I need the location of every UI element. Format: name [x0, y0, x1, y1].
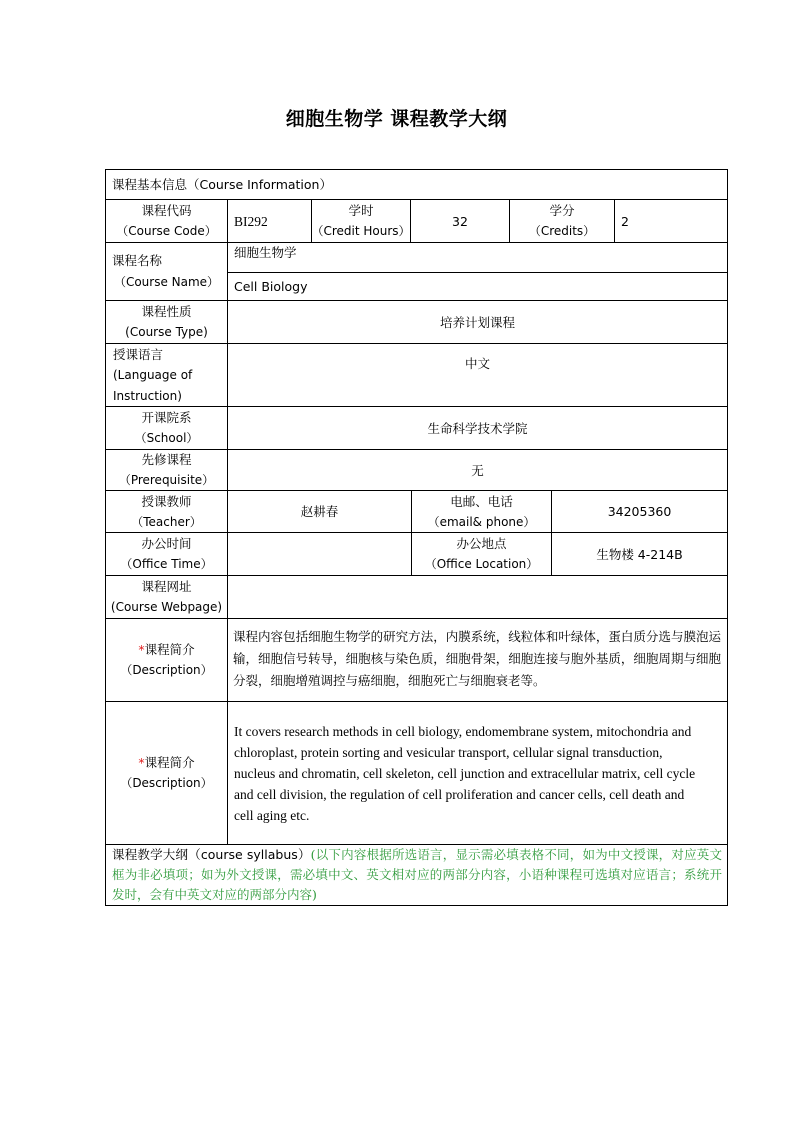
credit-hours-label-en: （Credit Hours）	[311, 224, 411, 238]
course-name-cn	[234, 242, 714, 264]
description-en-line: and cell division, the regulation of cell proliferation and cancer cells, cell death and	[234, 787, 685, 802]
school-value-text: 生命科学技术学院	[427, 420, 528, 436]
course-info-header-text: 课程基本信息（Course Information）	[112, 177, 332, 192]
school-label-en: （School）	[134, 431, 199, 445]
contact-value	[551, 490, 728, 533]
office-location-label-cn: 办公地点	[456, 536, 507, 551]
description-en-label-en: （Description）	[120, 776, 213, 790]
course-type-label-cn: 课程性质	[141, 304, 192, 319]
credits-label-cn: 学分	[549, 203, 575, 218]
teacher-label	[105, 490, 228, 533]
description-en-text	[234, 721, 724, 831]
course-name-label-en: （Course Name）	[113, 275, 220, 289]
webpage-label	[105, 575, 228, 619]
course-code-label-en: （Course Code）	[116, 224, 217, 238]
language-value	[227, 353, 728, 375]
description-en-label	[105, 701, 228, 845]
credit-hours-value	[410, 199, 510, 243]
syllabus-label: 课程教学大纲（course syllabus）	[112, 847, 311, 862]
course-name-label	[105, 242, 228, 301]
teacher-value	[227, 490, 412, 533]
course-name-en-text: Cell Biology	[234, 279, 308, 294]
required-star: *	[138, 755, 145, 770]
description-en-line: nucleus and chromatin, cell skeleton, cell junction and extracellular matrix, cell cycle	[234, 766, 696, 781]
contact-label-en: （email& phone）	[427, 514, 536, 529]
office-location-value	[551, 532, 728, 576]
credit-hours-label-cn: 学时	[348, 203, 374, 218]
language-label-en-1: (Language of	[113, 367, 193, 382]
course-info-header	[105, 169, 728, 200]
course-code-label	[105, 199, 228, 243]
language-value-text: 中文	[464, 356, 490, 371]
description-en-line: cell aging etc.	[234, 808, 310, 823]
description-cn-label-cn: 课程简介	[144, 642, 195, 657]
language-label-en-2: Instruction)	[113, 388, 182, 403]
webpage-value	[227, 575, 728, 619]
office-time-value	[227, 532, 412, 576]
page-title: 细胞生物学 课程教学大纲	[285, 108, 508, 130]
credits-value-text: 2	[621, 213, 629, 229]
course-type-label	[105, 300, 228, 344]
description-en-label-line	[138, 752, 194, 773]
prerequisite-label-en: （Prerequisite）	[118, 473, 215, 487]
description-cn-label	[105, 618, 228, 702]
webpage-label-en: (Course Webpage)	[110, 600, 223, 614]
teacher-label-en: （Teacher）	[131, 514, 202, 529]
course-name-label-cn: 课程名称	[112, 253, 163, 268]
office-time-label-cn: 办公时间	[141, 536, 192, 551]
description-en-label-cn: 课程简介	[144, 755, 195, 770]
description-cn-label-line	[138, 639, 194, 660]
office-location-label-en: （Office Location）	[424, 557, 539, 571]
office-location-value-text: 生物楼 4-214B	[596, 546, 683, 562]
description-en-line: chloroplast, protein sorting and vesicular transport, cellular signal transduction,	[234, 745, 663, 760]
language-label-cn: 授课语言	[113, 346, 164, 362]
prerequisite-value	[227, 449, 728, 491]
contact-label-cn: 电邮、电话	[450, 493, 513, 509]
contact-value-text: 34205360	[607, 504, 672, 519]
credits-value	[614, 199, 728, 243]
description-cn-label-en: （Description）	[120, 663, 213, 677]
language-label	[105, 343, 228, 407]
teacher-value-text: 赵耕春	[300, 504, 339, 519]
course-code-value-text: BI292	[234, 213, 268, 229]
credit-hours-label	[311, 199, 411, 243]
school-label	[105, 406, 228, 450]
course-type-value-text: 培养计划课程	[439, 314, 515, 330]
course-code-value	[227, 199, 312, 243]
school-value	[227, 406, 728, 450]
school-label-cn: 开课院系	[141, 410, 192, 425]
office-time-label-en: （Office Time）	[120, 557, 213, 571]
course-name-en	[227, 272, 707, 301]
office-location-label	[411, 532, 552, 576]
syllabus	[112, 845, 722, 905]
course-type-label-en: (Course Type)	[125, 325, 208, 339]
prerequisite-label	[105, 449, 228, 491]
course-name-cn-text: 细胞生物学	[234, 245, 297, 260]
course-type-value	[227, 300, 728, 344]
required-star: *	[138, 642, 145, 657]
credits-label	[509, 199, 615, 243]
contact-label	[411, 490, 552, 533]
prerequisite-label-cn: 先修课程	[141, 452, 192, 467]
office-time-label	[105, 532, 228, 576]
description-en-line: It covers research methods in cell biology, endomembrane system, mitochondria and	[234, 724, 692, 739]
credit-hours-value-text: 32	[452, 213, 468, 229]
course-code-label-cn: 课程代码	[141, 203, 192, 218]
webpage-label-cn: 课程网址	[141, 579, 192, 594]
syllabus-note: (以下内容根据所选语言，显示需必填表格不同，如为中文授课，对应英文框为非必填项；如为外文授课，需必填中文、英文相对应的两部分内容，小语种课程可选填对应语言；系统开发时，会有中英文对应的两部分内容)	[112, 847, 722, 902]
prerequisite-value-text: 无	[471, 462, 484, 478]
credits-label-en: （Credits）	[528, 224, 596, 238]
teacher-label-cn: 授课教师	[141, 493, 192, 509]
description-cn-text: 课程内容包括细胞生物学的研究方法，内膜系统，线粒体和叶绿体，蛋白质分选与膜泡运输，细胞信号转导，细胞核与染色质，细胞骨架，细胞连接与胞外基质，细胞周期与细胞分裂，细胞增殖调控与癌细胞，细胞死亡与细胞衰老等。	[233, 629, 721, 688]
